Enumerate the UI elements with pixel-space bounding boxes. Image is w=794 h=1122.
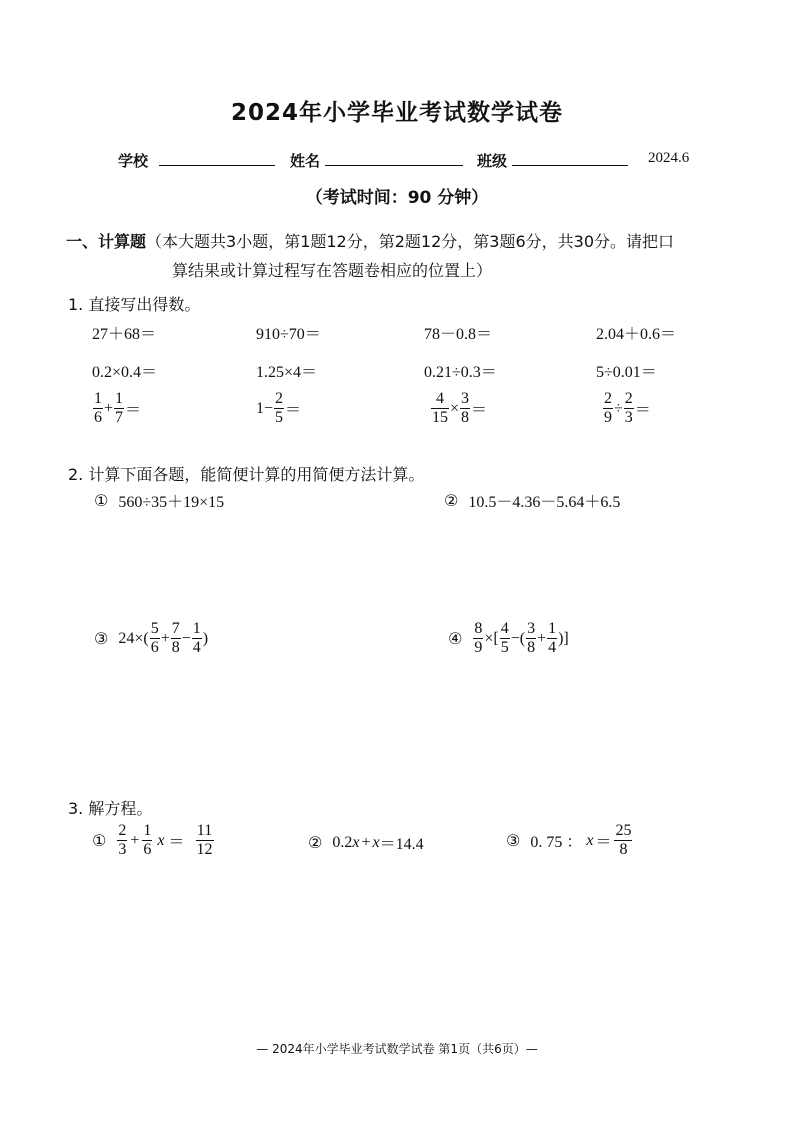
page-title: 2024年小学毕业考试数学试卷 bbox=[230, 100, 563, 126]
fraction: $\frac{1}{7}$ bbox=[115, 390, 124, 426]
q1-r3-c: $\frac{4}{15}$ × $\frac{3}{8}$ ＝ bbox=[432, 390, 488, 426]
fraction: $\frac{1}{4}$ bbox=[548, 620, 557, 656]
fraction: $\frac{2}{3}$ bbox=[624, 390, 633, 426]
page-footer: — 2024年小学毕业考试数学试卷 第1页（共6页）— bbox=[256, 1042, 538, 1056]
fraction: $\frac{7}{8}$ bbox=[171, 620, 180, 656]
section1-heading: 一、计算题 bbox=[66, 232, 147, 251]
q1-r1-b: 910÷70＝ bbox=[256, 326, 321, 343]
q3-e2: ② 0.2 x + x ＝14.4 bbox=[308, 833, 424, 853]
q3-label: 3. 解方程。 bbox=[68, 799, 153, 818]
school-blank[interactable] bbox=[159, 151, 275, 166]
fraction: $\frac{2}{3}$ bbox=[118, 822, 127, 858]
q1-r3-b: 1− $\frac{2}{5}$ ＝ bbox=[256, 390, 302, 426]
q1-r2-b: 1.25×4＝ bbox=[256, 364, 318, 381]
q1-r3-d: $\frac{2}{9}$ ÷ $\frac{2}{3}$ ＝ bbox=[604, 390, 651, 426]
q1-r3-a: $\frac{1}{6}$ + $\frac{1}{7}$ ＝ bbox=[94, 390, 142, 426]
school-label: 学校 bbox=[118, 152, 149, 170]
fraction: $\frac{3}{8}$ bbox=[461, 390, 470, 426]
q1-r2-a: 0.2×0.4＝ bbox=[92, 364, 158, 381]
name-label: 姓名 bbox=[290, 152, 321, 170]
class-field bbox=[477, 150, 628, 171]
section1-note-line2: 算结果或计算过程写在答题卷相应的位置上） bbox=[172, 261, 493, 280]
fraction: $\frac{2}{5}$ bbox=[275, 390, 284, 426]
q1-r2-c: 0.21÷0.3＝ bbox=[424, 364, 497, 381]
section1-header bbox=[66, 229, 674, 252]
class-label: 班级 bbox=[477, 152, 508, 170]
fraction: $\frac{3}{8}$ bbox=[527, 620, 536, 656]
q1-r2-d: 5÷0.01＝ bbox=[596, 364, 657, 381]
q1-r1-d: 2.04＋0.6＝ bbox=[596, 326, 677, 343]
fraction: $\frac{11}{12}$ bbox=[196, 822, 213, 858]
q2-label: 2. 计算下面各题，能简便计算的用简便方法计算。 bbox=[68, 465, 425, 484]
class-blank[interactable] bbox=[512, 151, 628, 166]
fraction: $\frac{4}{15}$ bbox=[432, 390, 448, 426]
q1-label: 1. 直接写出得数。 bbox=[68, 295, 201, 314]
q2-p3: ③ 24×( $\frac{5}{6}$ + $\frac{7}{8}$ − $\frac{1}{4}$ ) bbox=[94, 620, 209, 656]
fraction: $\frac{1}{4}$ bbox=[192, 620, 201, 656]
fraction: $\frac{1}{6}$ bbox=[94, 390, 102, 426]
fraction: $\frac{8}{9}$ bbox=[474, 620, 483, 656]
fraction: $\frac{4}{5}$ bbox=[500, 620, 509, 656]
name-field bbox=[290, 150, 463, 171]
exam-date: 2024.6 bbox=[648, 150, 690, 166]
exam-time: （考试时间：90 分钟） bbox=[305, 188, 489, 208]
q3-e3: ③ 0. 75 ： x ＝ $\frac{25}{8}$ bbox=[506, 822, 632, 858]
section1-note-line1: （本大题共3小题，第1题12分，第2题12分，第3题6分，共30分。请把口 bbox=[146, 232, 674, 251]
q2-p1: ① 560÷35＋19×15 bbox=[94, 491, 225, 511]
q2-p2: ② 10.5－4.36－5.64＋6.5 bbox=[444, 491, 621, 511]
q2-p4: ④ $\frac{8}{9}$ ×[ $\frac{4}{5}$ −( $\frac{3}{8}$ + $\frac{1}{4}$ )] bbox=[448, 620, 569, 656]
name-blank[interactable] bbox=[325, 151, 463, 166]
q3-e1: ① $\frac{2}{3}$ + $\frac{1}{6}$ x ＝ $\frac{11}{12}$ bbox=[92, 822, 213, 858]
q1-r1-c: 78－0.8＝ bbox=[424, 326, 493, 343]
fraction: $\frac{25}{8}$ bbox=[615, 822, 632, 858]
fraction: $\frac{1}{6}$ bbox=[143, 822, 152, 858]
fraction: $\frac{5}{6}$ bbox=[150, 620, 159, 656]
school-field bbox=[118, 150, 275, 171]
q1-r1-a: 27＋68＝ bbox=[92, 326, 157, 343]
fraction: $\frac{2}{9}$ bbox=[604, 390, 612, 426]
